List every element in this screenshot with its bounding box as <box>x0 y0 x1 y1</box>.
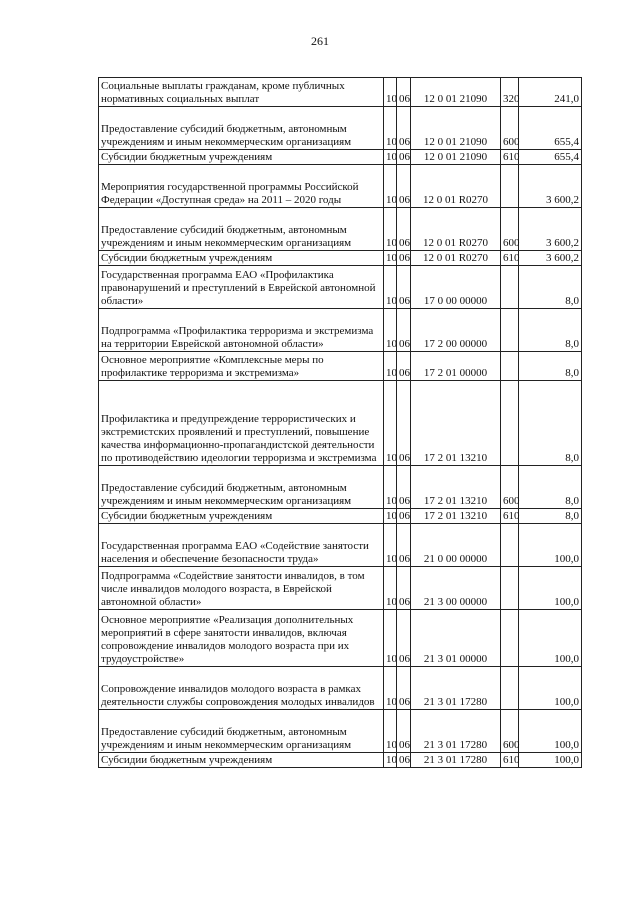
row-subsection: 06 <box>397 509 411 524</box>
row-amount: 3 600,2 <box>519 208 582 251</box>
row-expense-type <box>501 266 519 309</box>
row-name: Государственная программа ЕАО «Содействие занятости населения и обеспечение безопасности труда» <box>99 524 384 567</box>
row-section: 10 <box>384 753 397 768</box>
budget-table <box>98 77 582 768</box>
row-expense-type <box>501 524 519 567</box>
row-section: 10 <box>384 381 397 466</box>
table-row <box>99 150 582 165</box>
row-expense-type <box>501 667 519 710</box>
row-subsection: 06 <box>397 107 411 150</box>
row-target-code: 21 3 01 17280 <box>411 667 501 710</box>
row-amount: 8,0 <box>519 266 582 309</box>
row-section: 10 <box>384 309 397 352</box>
row-amount: 8,0 <box>519 381 582 466</box>
row-section: 10 <box>384 266 397 309</box>
row-name: Основное мероприятие «Реализация дополнительных мероприятий в сфере занятости инвалидов, включая сопровождение инвалидов молодого возраста при их трудоустройстве» <box>99 610 384 667</box>
row-name: Основное мероприятие «Комплексные меры по профилактике терроризма и экстремизма» <box>99 352 384 381</box>
row-expense-type <box>501 309 519 352</box>
row-subsection: 06 <box>397 524 411 567</box>
row-section: 10 <box>384 352 397 381</box>
row-subsection: 06 <box>397 610 411 667</box>
row-name: Предоставление субсидий бюджетным, автономным учреждениям и иным некоммерческим организациям <box>99 466 384 509</box>
row-subsection: 06 <box>397 381 411 466</box>
row-section: 10 <box>384 524 397 567</box>
row-name: Предоставление субсидий бюджетным, автономным учреждениям и иным некоммерческим организациям <box>99 107 384 150</box>
row-section: 10 <box>384 667 397 710</box>
row-expense-type: 610 <box>501 251 519 266</box>
table-row <box>99 509 582 524</box>
table-row <box>99 165 582 208</box>
row-amount: 100,0 <box>519 524 582 567</box>
row-target-code: 12 0 01 21090 <box>411 78 501 107</box>
row-amount: 100,0 <box>519 610 582 667</box>
row-subsection: 06 <box>397 352 411 381</box>
row-subsection: 06 <box>397 208 411 251</box>
row-section: 10 <box>384 567 397 610</box>
row-target-code: 21 3 01 00000 <box>411 610 501 667</box>
table-row <box>99 107 582 150</box>
row-subsection: 06 <box>397 251 411 266</box>
row-target-code: 21 0 00 00000 <box>411 524 501 567</box>
row-amount: 8,0 <box>519 466 582 509</box>
table-row <box>99 567 582 610</box>
row-name: Субсидии бюджетным учреждениям <box>99 150 384 165</box>
row-section: 10 <box>384 150 397 165</box>
row-name: Предоставление субсидий бюджетным, автономным учреждениям и иным некоммерческим организациям <box>99 208 384 251</box>
row-name: Социальные выплаты гражданам, кроме публичных нормативных социальных выплат <box>99 78 384 107</box>
row-amount: 8,0 <box>519 309 582 352</box>
row-name: Государственная программа ЕАО «Профилактика правонарушений и преступлений в Еврейской автономной области» <box>99 266 384 309</box>
row-target-code: 17 2 01 00000 <box>411 352 501 381</box>
row-amount: 8,0 <box>519 352 582 381</box>
row-name: Субсидии бюджетным учреждениям <box>99 509 384 524</box>
row-name: Субсидии бюджетным учреждениям <box>99 251 384 266</box>
row-subsection: 06 <box>397 266 411 309</box>
row-section: 10 <box>384 165 397 208</box>
row-section: 10 <box>384 251 397 266</box>
row-amount: 3 600,2 <box>519 251 582 266</box>
table-row <box>99 610 582 667</box>
row-expense-type <box>501 567 519 610</box>
table-row <box>99 524 582 567</box>
row-expense-type: 600 <box>501 208 519 251</box>
row-subsection: 06 <box>397 710 411 753</box>
table-row <box>99 381 582 466</box>
row-expense-type <box>501 610 519 667</box>
row-expense-type: 610 <box>501 753 519 768</box>
row-section: 10 <box>384 610 397 667</box>
row-subsection: 06 <box>397 165 411 208</box>
row-name: Сопровождение инвалидов молодого возраста в рамках деятельности службы сопровождения молодых инвалидов <box>99 667 384 710</box>
row-target-code: 21 3 01 17280 <box>411 753 501 768</box>
row-target-code: 17 0 00 00000 <box>411 266 501 309</box>
row-target-code: 12 0 01 21090 <box>411 150 501 165</box>
row-name: Мероприятия государственной программы Российской Федерации «Доступная среда» на 2011 – 2020 годы <box>99 165 384 208</box>
row-target-code: 17 2 01 13210 <box>411 466 501 509</box>
row-subsection: 06 <box>397 667 411 710</box>
row-expense-type: 320 <box>501 78 519 107</box>
row-amount: 100,0 <box>519 710 582 753</box>
row-expense-type: 610 <box>501 509 519 524</box>
row-amount: 100,0 <box>519 667 582 710</box>
table-row <box>99 78 582 107</box>
table-row <box>99 352 582 381</box>
row-target-code: 17 2 01 13210 <box>411 509 501 524</box>
row-name: Подпрограмма «Содействие занятости инвалидов, в том числе инвалидов молодого возраста, в Еврейской автономной области» <box>99 567 384 610</box>
row-amount: 100,0 <box>519 567 582 610</box>
table-row <box>99 309 582 352</box>
row-target-code: 17 2 00 00000 <box>411 309 501 352</box>
table-row <box>99 753 582 768</box>
row-name: Предоставление субсидий бюджетным, автономным учреждениям и иным некоммерческим организациям <box>99 710 384 753</box>
row-name: Подпрограмма «Профилактика терроризма и экстремизма на территории Еврейской автономной области» <box>99 309 384 352</box>
row-section: 10 <box>384 466 397 509</box>
table-row <box>99 667 582 710</box>
row-section: 10 <box>384 208 397 251</box>
row-subsection: 06 <box>397 150 411 165</box>
row-subsection: 06 <box>397 309 411 352</box>
row-target-code: 12 0 01 R0270 <box>411 165 501 208</box>
row-target-code: 21 3 00 00000 <box>411 567 501 610</box>
row-expense-type <box>501 165 519 208</box>
row-amount: 655,4 <box>519 150 582 165</box>
row-subsection: 06 <box>397 466 411 509</box>
row-section: 10 <box>384 710 397 753</box>
row-subsection: 06 <box>397 78 411 107</box>
row-amount: 655,4 <box>519 107 582 150</box>
row-target-code: 12 0 01 21090 <box>411 107 501 150</box>
row-subsection: 06 <box>397 567 411 610</box>
table-row <box>99 266 582 309</box>
table-row <box>99 208 582 251</box>
budget-table-body <box>99 78 582 768</box>
row-expense-type: 610 <box>501 150 519 165</box>
row-name: Профилактика и предупреждение террористических и экстремистских проявлений и преступлений, повышение качества информационно-пропагандистской деятельности по противодействию идеологии терроризма и экстремизма <box>99 381 384 466</box>
row-section: 10 <box>384 78 397 107</box>
row-expense-type: 600 <box>501 466 519 509</box>
table-row <box>99 710 582 753</box>
table-row <box>99 466 582 509</box>
row-amount: 241,0 <box>519 78 582 107</box>
row-amount: 8,0 <box>519 509 582 524</box>
row-amount: 3 600,2 <box>519 165 582 208</box>
row-expense-type <box>501 381 519 466</box>
page-number: 261 <box>311 34 329 48</box>
row-name: Субсидии бюджетным учреждениям <box>99 753 384 768</box>
row-expense-type: 600 <box>501 107 519 150</box>
row-section: 10 <box>384 509 397 524</box>
row-target-code: 12 0 01 R0270 <box>411 208 501 251</box>
row-section: 10 <box>384 107 397 150</box>
table-row <box>99 251 582 266</box>
row-subsection: 06 <box>397 753 411 768</box>
row-target-code: 12 0 01 R0270 <box>411 251 501 266</box>
row-expense-type <box>501 352 519 381</box>
row-expense-type: 600 <box>501 710 519 753</box>
row-amount: 100,0 <box>519 753 582 768</box>
row-target-code: 17 2 01 13210 <box>411 381 501 466</box>
row-target-code: 21 3 01 17280 <box>411 710 501 753</box>
